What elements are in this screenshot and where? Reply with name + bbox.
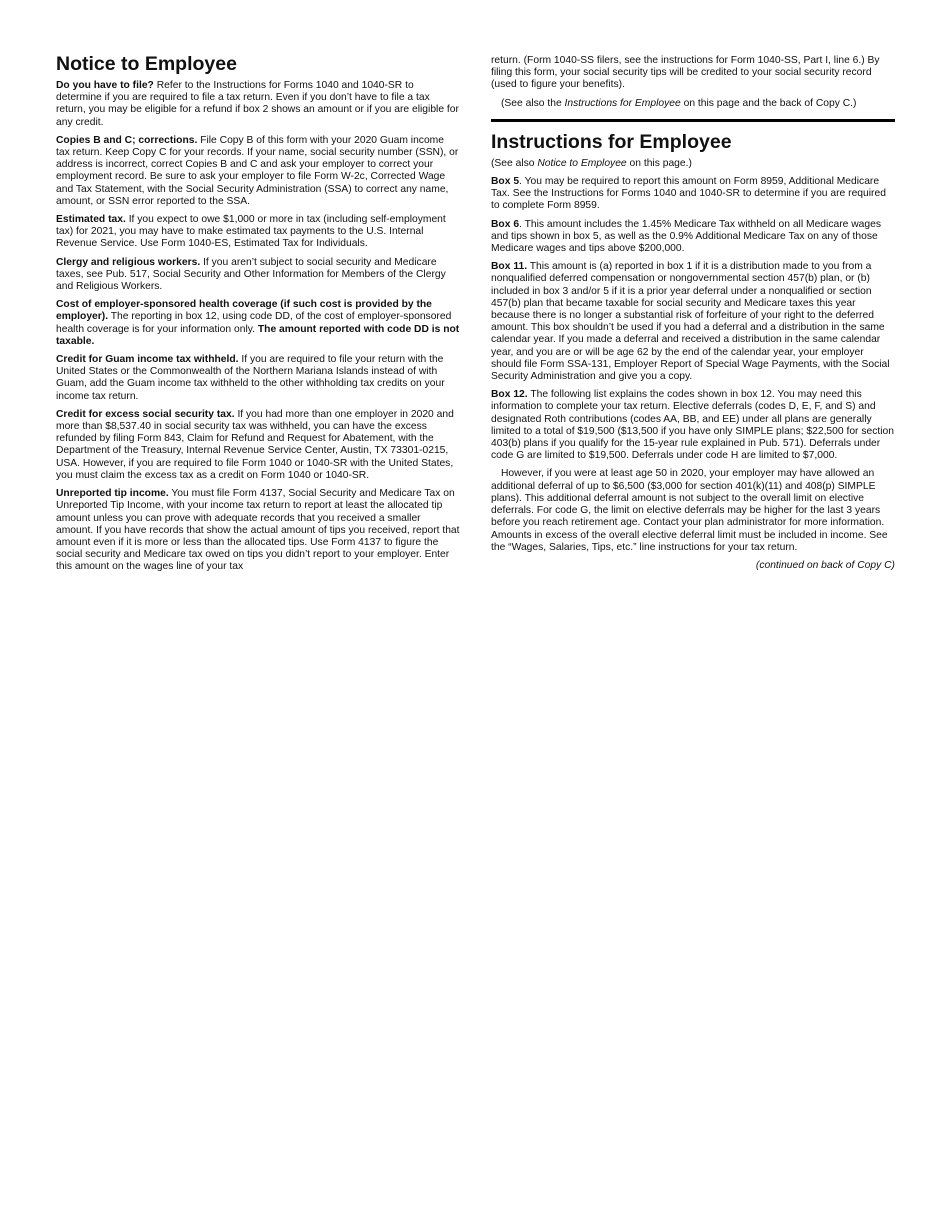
section-divider bbox=[491, 119, 895, 122]
box-lead: Box 5 bbox=[491, 176, 520, 188]
see-also-ref: Instructions for Employee bbox=[564, 97, 681, 109]
see-also-ref: Notice to Employee bbox=[537, 157, 627, 169]
continued-text: (continued on back of Copy C) bbox=[755, 559, 895, 571]
box6-paragraph bbox=[491, 219, 895, 256]
notice-lead: Unreported tip income. bbox=[56, 488, 169, 500]
notice-title: Notice to Employee bbox=[56, 53, 237, 75]
box11-paragraph bbox=[491, 261, 895, 383]
notice-text: If you had more than one employer in 2020 and more than $8,537.40 in social security tax was withheld, you can have the excess refunded by filing Form 843, Claim for Refund and Request for Abatement, with the Department of the Treasury, Internal Revenue Service Center, Austin, TX 73301-0215, USA. However, if you are required to file Form 1040 or 1040-SR with the United States, you must claim the excess tax as a credit on Form 1040 or 1040-SR. bbox=[56, 408, 454, 481]
notice-lead: Estimated tax. bbox=[56, 214, 126, 226]
box12-however: However, if you were at least age 50 in 2020, your employer may have allowed an additional deferral of up to $6,500 ($3,000 for section 401(k)(11) and 408(p) SIMPLE plans). This additional deferral amount is not subject to the overall limit on elective deferrals. For code G, the limit on elective deferrals may be higher for the last 3 years before you reach retirement age. Contact your plan administrator for more information. Amounts in excess of the overall elective deferral limit must be included in income. See the “Wages, Salaries, Tips, etc.” line instructions for your tax return. bbox=[491, 468, 888, 553]
box-lead: Box 12. bbox=[491, 389, 528, 401]
notice-text: Refer to the Instructions for Forms 1040 and 1040-SR to determine if you are required to file a tax return. Even if you don’t have to file a tax return, you may be eligible for a refund if box 2 shows an amount or if you are eligible for any credit. bbox=[56, 80, 459, 128]
see-also-post: on this page and the back of Copy C.) bbox=[680, 97, 857, 109]
see-also-pre: (See also bbox=[491, 157, 538, 169]
see-also-pre: (See also the bbox=[501, 97, 565, 109]
notice-text: You must file Form 4137, Social Security and Medicare Tax on Unreported Tip Income, with your income tax return to report at least the allocated tip amount unless you can prove with adequate records that you received a smaller amount. If you have records that show the actual amount of tips you received, report that amount even if it is more or less than the allocated tips. Use Form 4137 to figure the social security and Medicare tax owed on tips you didn’t report to your employer. Enter this amount on the wages line of your tax bbox=[56, 488, 460, 573]
instructions-see-also bbox=[491, 158, 895, 170]
box-text: The following list explains the codes shown in box 12. You may need this information to complete your tax return. Elective deferrals (codes D, E, F, and S) and designated Roth contributions (codes AA, BB, and EE) under all plans are generally limited to a total of $19,500 ($13,500 if you have only SIMPLE plans; $22,500 for section 403(b) plans if you qualify for the 15-year rule explained in Pub. 571). Deferrals under code G are limited to $19,500. Deferrals under code H are limited to $7,000. bbox=[491, 389, 894, 462]
box-lead: Box 6 bbox=[491, 218, 520, 230]
notice-lead: Do you have to file? bbox=[56, 80, 154, 91]
notice-lead: Credit for Guam income tax withheld. bbox=[56, 354, 239, 366]
notice-lead: Cost of employer-sponsored health coverage (if such cost is provided by the employer). bbox=[56, 299, 432, 323]
notice-paragraph bbox=[56, 409, 460, 482]
notice-text: If you expect to owe $1,000 or more in tax (including self-employment tax) for 2021, you may have to make estimated tax payments to the U.S. Internal Revenue Service. Use Form 1040-ES, Estimated Tax for Individuals. bbox=[56, 214, 446, 250]
notice-paragraph bbox=[56, 299, 460, 348]
box5-paragraph bbox=[491, 176, 895, 213]
notice-text: If you are required to file your return with the United States or the Commonwealth of the Northern Mariana Islands instead of with Guam, add the Guam income tax withheld to the other withholding tax credits on your income tax return. bbox=[56, 354, 445, 402]
notice-lead: Clergy and religious workers. bbox=[56, 256, 201, 268]
notice-paragraph bbox=[56, 354, 460, 403]
notice-paragraph bbox=[56, 80, 460, 129]
notice-lead: Copies B and C; corrections. bbox=[56, 134, 198, 146]
box12-paragraph bbox=[491, 389, 895, 462]
notice-text: The reporting in box 12, using code DD, of the cost of employer-sponsored health coverage is for your information only. bbox=[56, 311, 452, 335]
instructions-title: Instructions for Employee bbox=[491, 130, 732, 153]
continued-note bbox=[491, 560, 895, 572]
notice-text: File Copy B of this form with your 2020 Guam income tax return. Keep Copy C for your records. If your name, social security number (SSN), or address is incorrect, correct Copies B and C and ask your employer to correct your employment record. Be sure to ask your employer to file Form W-2c, Corrected Wage and Tax Statement, with the Social Security Administration (SSA) to correct any name, amount, or SSN error reported to the SSA. bbox=[56, 134, 459, 207]
notice-paragraph bbox=[56, 257, 460, 294]
notice-lead: Credit for excess social security tax. bbox=[56, 408, 235, 420]
notice-paragraph bbox=[56, 214, 460, 251]
box-text: . This amount includes the 1.45% Medicare Tax withheld on all Medicare wages and tips shown in box 5, as well as the 0.9% Additional Medicare Tax on any of those Medicare wages and tips above $200,000. bbox=[491, 218, 881, 255]
box-text: . You may be required to report this amount on Form 8959, Additional Medicare Tax. See the Instructions for Forms 1040 and 1040-SR to determine if you are required to complete Form 8959. bbox=[491, 176, 886, 212]
instructions-column bbox=[491, 55, 895, 578]
notice-paragraph bbox=[56, 488, 460, 573]
notice-text: If you aren’t subject to social security and Medicare taxes, see Pub. 517, Social Security and Other Information for Members of the Clergy and Religious Workers. bbox=[56, 256, 446, 293]
box-lead: Box 11. bbox=[491, 261, 528, 273]
notice-emphasis: The amount reported with code DD is not taxable. bbox=[56, 323, 460, 347]
box-text: This amount is (a) reported in box 1 if it is a distribution made to you from a nonqualified deferred compensation or nongovernmental section 457(b) plan, or (b) included in box 3 and/or 5 if it is a prior year deferral under a nonqualified or section 457(b) plan that became taxable for social security and Medicare taxes this year because there is no longer a substantial risk of forfeiture of your right to the deferred amount. This box shouldn’t be used if you had a deferral and a distribution in the same calendar year. If you made a deferral and received a distribution in the same calendar year, and you are or will be age 62 by the end of the calendar year, your employer should file Form SSA-131, Employer Report of Special Wage Payments, with the Social Security Administration and give you a copy. bbox=[491, 261, 890, 383]
notice-column bbox=[56, 52, 460, 580]
notice-paragraph bbox=[56, 135, 460, 208]
notice-continued: return. (Form 1040-SS filers, see the instructions for Form 1040-SS, Part I, line 6.) By filing this form, your social security tips will be credited to your social security record (used to figure your benefits). bbox=[491, 55, 880, 91]
see-also-post: on this page.) bbox=[626, 157, 692, 169]
notice-see-also bbox=[491, 98, 895, 110]
